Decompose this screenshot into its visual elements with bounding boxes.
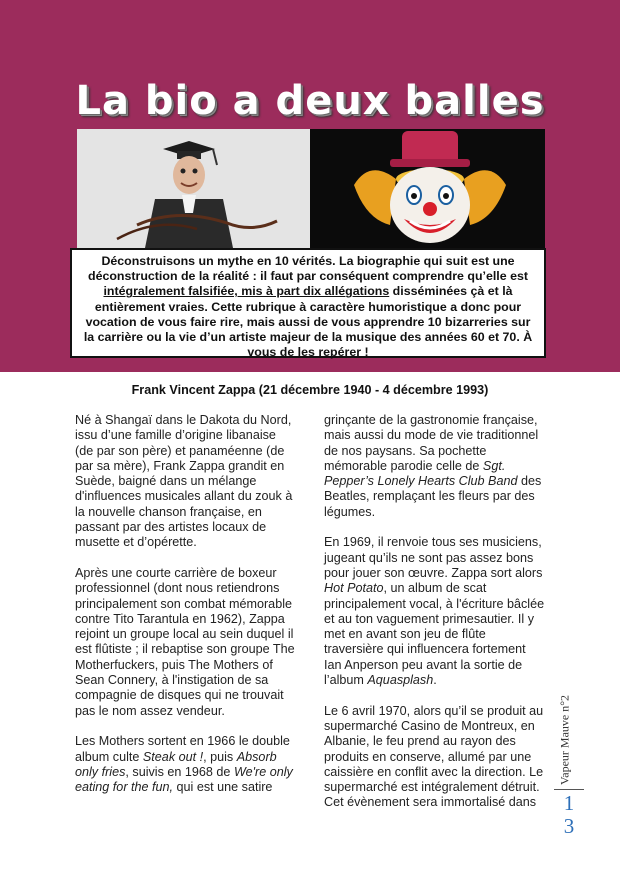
- intro-box: [70, 248, 546, 358]
- intro-text-part2: disséminées çà et là entièrement vraies. Cette rubrique à caractère humoristique a donc pour vocation de vous faire rire, mais aussi de vous apprendre 10 bizarreries sur la carrière ou la vie d’un artiste majeur de la musique des années 60 et 70. À vous de les repérer !: [83, 284, 533, 360]
- page-number-digit-1: 1: [563, 791, 575, 815]
- paragraph-right-3: Le 6 avril 1970, alors qu’il se produit au supermarché Casino de Montreux, en Albanie, le feu prend au rayon des produits en conserve, allumé par une caissière en conflit avec la direction. Le supermarché est intégralement détruit. Cet évènement sera immortalisé dans: [324, 703, 544, 810]
- text-run: Les Mothers sortent en 1966 le double album culte: [75, 734, 290, 764]
- magazine-name-text: Vapeur Mauve n°2: [557, 694, 572, 786]
- paragraph-left-2: Après une courte carrière de boxeur professionnel (dont nous retiendrons principalement son combat mémorable contre Tito Tarantula en 1962), Zappa rejoint un groupe local au sein duquel il est flûtiste ; il rebaptise son groupe The Motherfuckers, puis The Mothers of Sean Connery, à l'instigation de sa compagnie de disques qui ne trouvait pas le nom assez vendeur.: [75, 565, 295, 718]
- text-run: , puis: [203, 749, 237, 764]
- professor-puppet-photo: [77, 129, 310, 248]
- text-run: .: [433, 673, 437, 688]
- clown-illustration: [310, 129, 545, 248]
- album-title: Absorb only fries: [75, 749, 277, 779]
- clown-photo: [310, 129, 545, 248]
- paragraph-right-1: [324, 413, 546, 520]
- album-title: Sgt. Pepper’s Lonely Hearts Club Band: [324, 458, 518, 489]
- text-run: des Beatles, remplaçant les fleurs par des légumes.: [324, 474, 542, 519]
- page-number-rule: [554, 789, 584, 790]
- paragraph-right-2: [324, 535, 546, 688]
- album-title: Hot Potato: [324, 581, 384, 596]
- album-title: Aquasplash: [367, 673, 434, 688]
- article-column-right: [324, 413, 546, 826]
- magazine-name: [555, 690, 575, 790]
- album-title: We're only eating for the fun,: [75, 764, 293, 795]
- intro-text-underlined: intégralement falsifiée, mis à part dix allégations: [103, 284, 390, 299]
- article-subtitle: Frank Vincent Zappa (21 décembre 1940 - 4 décembre 1993): [131, 383, 489, 397]
- text-run: En 1969, il renvoie tous ses musiciens, jugeant qu’ils ne sont pas assez bons pour jouer son œuvre. Zappa sort alors: [324, 535, 543, 580]
- header-banner: [0, 0, 620, 372]
- text-run: , un album de scat principalement vocal, à l'écriture bâclée et au ton vaguement primesautier. Il y met en avant son jeu de flûte traversière qui influencera fortement Ian Anperson peu avant la sortie de l’album: [324, 581, 545, 688]
- intro-text-part1: Déconstruisons un mythe en 10 vérités. La biographie qui suit est une déconstruction de la réalité : il faut par conséquent comprendre qu’elle est: [88, 254, 528, 284]
- page-title: La bio a deux balles: [75, 78, 545, 124]
- page-number-digit-2: 3: [563, 814, 575, 838]
- text-run: , suivis en 1968 de: [125, 764, 234, 779]
- paragraph-left-1: Né à Shangaï dans le Dakota du Nord, issu d’une famille d’origine libanaise (de par son père) et panaméenne (de par sa mère), Frank Zappa grandit en Suède, baigné dans un mélange d'influences musicales allant du zouk à la nouvelle chanson française, en passant par des artistes locaux de musette et d’opérette.: [75, 413, 293, 550]
- text-run: grinçante de la gastronomie française, mais aussi du mode de vie traditionnel de nos paysans. Sa pochette mémorable parodie celle de: [324, 413, 539, 473]
- article-column-left: [75, 413, 297, 811]
- professor-puppet-illustration: [77, 129, 310, 248]
- paragraph-left-3: [75, 734, 297, 795]
- album-title: Steak out !: [142, 749, 204, 764]
- text-run: qui est une satire: [173, 780, 273, 795]
